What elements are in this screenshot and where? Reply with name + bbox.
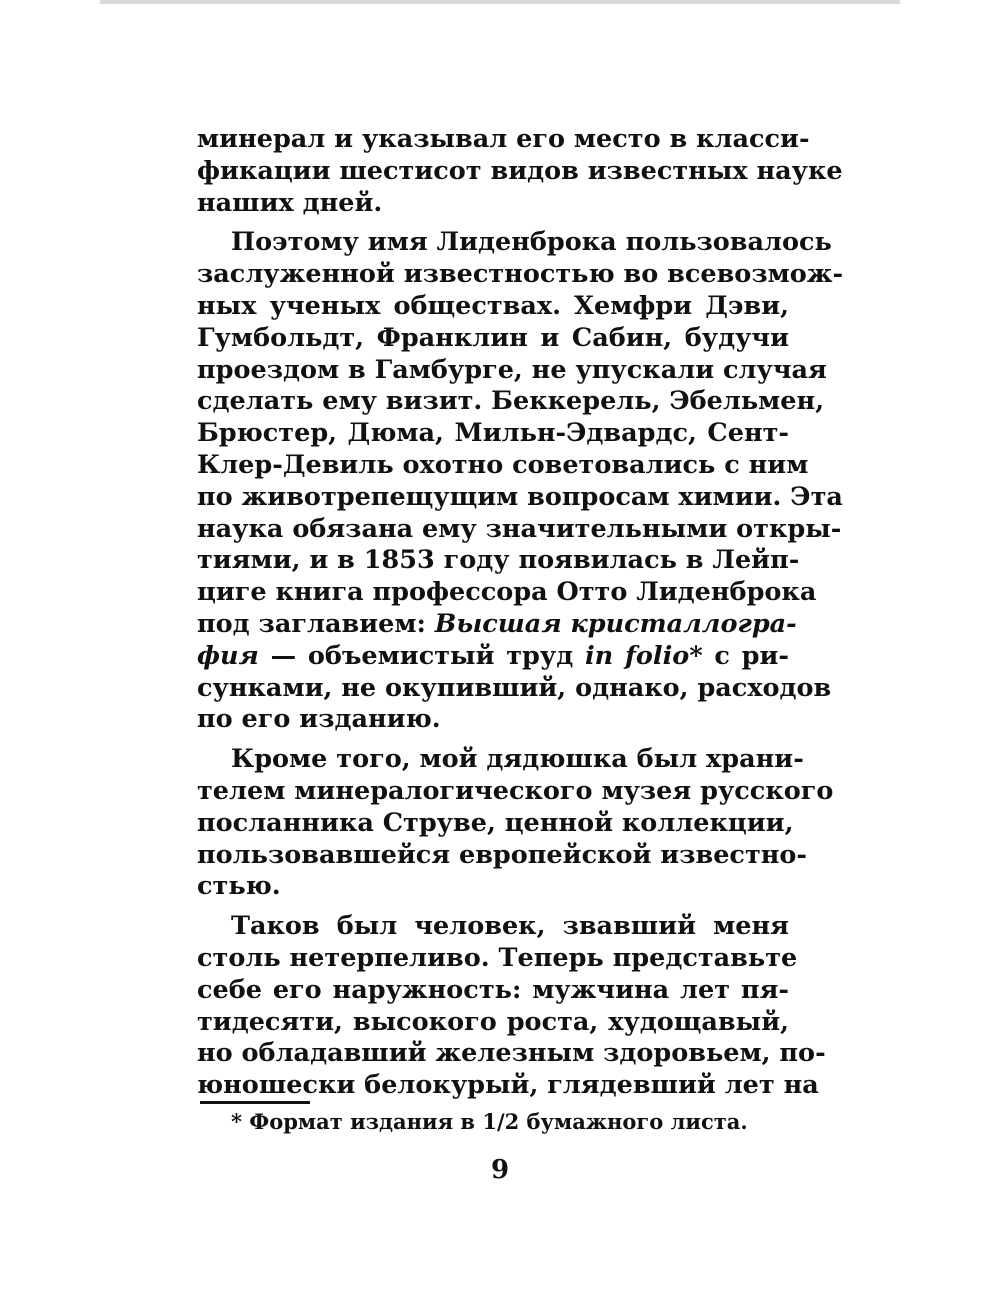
paragraph-2 <box>197 227 844 736</box>
text-line: юношески белокурый, глядевший лет на <box>197 1070 819 1101</box>
text-line: Поэтому имя Лиденброка пользовалось <box>231 227 832 258</box>
text-line: фикации шестисот видов известных науке <box>197 155 843 186</box>
text-fragment: — объемистый труд <box>258 640 585 671</box>
text-line: Брюстер, Дюма, Мильн-Эдвардс, Сент- <box>197 418 789 449</box>
text-line: пользовавшейся европейской известно- <box>197 839 808 870</box>
in-folio-term: in folio <box>584 640 690 671</box>
text-line: заслуженной известностью во всевозмож- <box>197 259 844 290</box>
footnote-marker-text: * с ри- <box>689 640 789 671</box>
text-line: наших дней. <box>197 187 383 218</box>
text-line: но обладавший железным здоровьем, по- <box>197 1038 826 1069</box>
book-title-italic-end: фия <box>197 640 259 671</box>
text-line: по животрепещущим вопросам химии. Эта <box>197 481 843 512</box>
text-line: себе его наружность: мужчина лет пя- <box>197 974 789 1005</box>
text-line: минерал и указывал его место в класси- <box>197 124 810 154</box>
text-line: сделать ему визит. Беккерель, Эбельмен, <box>197 386 825 417</box>
text-fragment: под заглавием: <box>197 608 435 639</box>
text-line: тиями, и в 1853 году появилась в Лейп- <box>197 545 800 576</box>
text-line: столь нетерпеливо. Теперь представьте <box>197 942 798 973</box>
text-line: наука обязана ему значительными откры- <box>197 513 842 544</box>
footnote: * Формат издания в 1/2 бумажного листа. <box>231 1109 748 1134</box>
body-text <box>197 124 844 1102</box>
text-line: сунками, не окупивший, однако, расходов <box>197 672 832 703</box>
book-title-line <box>197 608 797 641</box>
text-line: циге книга профессора Отто Лиденброка <box>197 577 817 608</box>
top-edge-rule <box>100 0 900 4</box>
text-line: телем минералогического музея русского <box>197 775 834 806</box>
book-title-italic: Высшая кристаллогра- <box>434 608 797 639</box>
text-line: Клер-Девиль охотно советовались с ним <box>197 449 809 480</box>
text-line: тидесяти, высокого роста, худощавый, <box>197 1006 789 1037</box>
text-line: ных ученых обществах. Хемфри Дэви, <box>197 290 789 321</box>
paragraph-1 <box>197 124 843 219</box>
paragraph-3 <box>197 744 834 903</box>
text-line: Таков был человек, звавший меня <box>231 911 789 942</box>
page-number: 9 <box>490 1155 510 1185</box>
footnote-separator <box>200 1101 310 1104</box>
text-line: Гумбольдт, Франклин и Сабин, будучи <box>197 322 789 353</box>
text-line: стью. <box>197 871 281 902</box>
text-line: посланника Струве, ценной коллекции, <box>197 807 794 838</box>
text-line: Кроме того, мой дядюшка был храни- <box>231 744 804 775</box>
text-line: по его изданию. <box>197 704 441 735</box>
in-folio-line <box>197 641 789 673</box>
paragraph-4 <box>197 911 826 1102</box>
text-line: проездом в Гамбурге, не упускали случая <box>197 354 827 385</box>
